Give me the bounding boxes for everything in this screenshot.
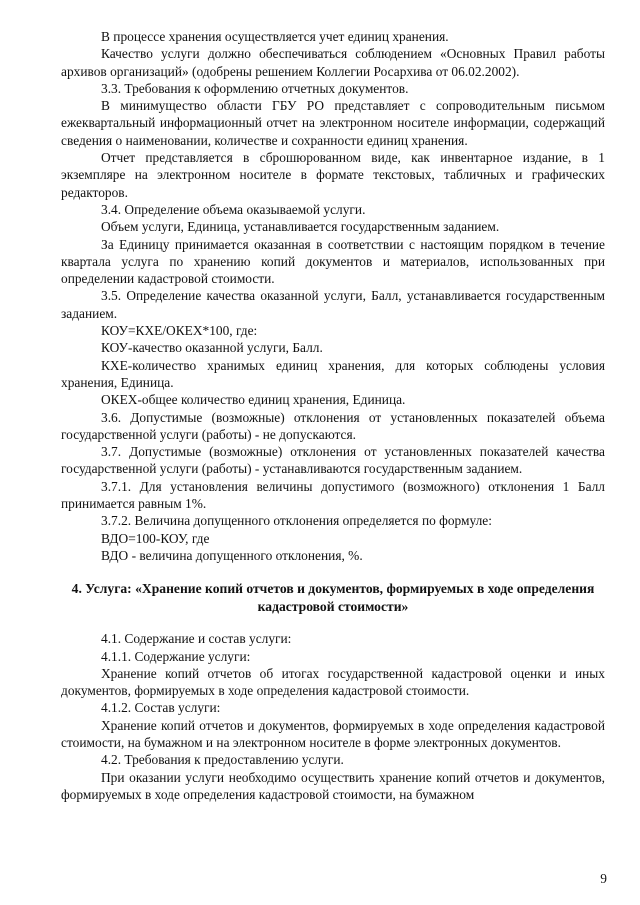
page-number: 9 (600, 871, 607, 886)
paragraph: 3.6. Допустимые (возможные) отклонения от установленных показателей объема государственной услуги (работы) - не допускаются. (61, 409, 605, 442)
section-subheading: 3.5. Определение качества оказанной услуги, Балл, устанавливается государственным заданием. (61, 288, 605, 321)
section-heading: 4. Услуга: «Хранение копий отчетов и документов, формируемых в ходе определения кадастровой стоимости» (71, 581, 595, 614)
paragraph: За Единицу принимается оказанная в соответствии с настоящим порядком в течение квартала услуга по хранению копий документов и материалов, использованных при определении кадастровой стоимости. (61, 236, 605, 287)
paragraph: Качество услуги должно обеспечиваться соблюдением «Основных Правил работы архивов организаций» (одобрены решением Коллегии Росархива от 06.02.2002). (61, 46, 605, 79)
formula-definition: КХЕ-количество хранимых единиц хранения, для которых соблюдены условия хранения, Единица. (61, 357, 605, 390)
paragraph: Отчет представляется в сброшюрованном виде, как инвентарное издание, в 1 экземпляре на электронном носителе в формате текстовых, табличных и графических редакторов. (61, 150, 605, 200)
page-content (61, 28, 605, 803)
paragraph: Хранение копий отчетов об итогах государственной кадастровой оценки и иных документов, формируемых в ходе определения кадастровой стоимости. (61, 665, 605, 699)
section-subheading: 3.4. Определение объема оказываемой услуги. (101, 201, 366, 217)
section-subheading: 4.2. Требования к предоставлению услуги. (101, 752, 344, 768)
formula: КОУ=КХЕ/ОКЕХ*100, где: (101, 323, 258, 339)
paragraph: 3.7.2. Величина допущенного отклонения определяется по формуле: (101, 513, 492, 529)
paragraph: В минимущество области ГБУ РО представляет с сопроводительным письмом ежеквартальный информационный отчет на электронном носителе информации, содержащий сведения о наименовании, количестве и сохранности единиц хранения. (61, 98, 605, 148)
paragraph: В процессе хранения осуществляется учет единиц хранения. (101, 29, 449, 44)
section-subheading: 4.1.2. Состав услуги: (101, 700, 221, 716)
section-subheading: 3.3. Требования к оформлению отчетных документов. (101, 80, 409, 96)
paragraph: 3.7. Допустимые (возможные) отклонения от установленных показателей качества государственной услуги (работы) - устанавливаются государственным заданием. (61, 444, 605, 477)
formula: ВДО=100-КОУ, где (101, 530, 210, 546)
section-subheading: 4.1. Содержание и состав услуги: (101, 631, 292, 647)
paragraph: Объем услуги, Единица, устанавливается государственным заданием. (101, 219, 500, 235)
paragraph: При оказании услуги необходимо осуществить хранение копий отчетов и документов, формируемых в ходе определения кадастровой стоимости, на бумажном (61, 769, 605, 802)
paragraph: Хранение копий отчетов и документов, формируемых в ходе определения кадастровой стоимости, на бумажном и на электронном носителе в форме электронных документов. (61, 717, 605, 750)
paragraph: 3.7.1. Для установления величины допустимого (возможного) отклонения 1 Балл принимается равным 1%. (61, 478, 605, 512)
formula-definition: ВДО - величина допущенного отклонения, %. (101, 547, 363, 563)
formula-definition: ОКЕХ-общее количество единиц хранения, Единица. (101, 392, 406, 408)
section-subheading: 4.1.1. Содержание услуги: (101, 648, 251, 664)
formula-definition: КОУ-качество оказанной услуги, Балл. (101, 340, 323, 356)
